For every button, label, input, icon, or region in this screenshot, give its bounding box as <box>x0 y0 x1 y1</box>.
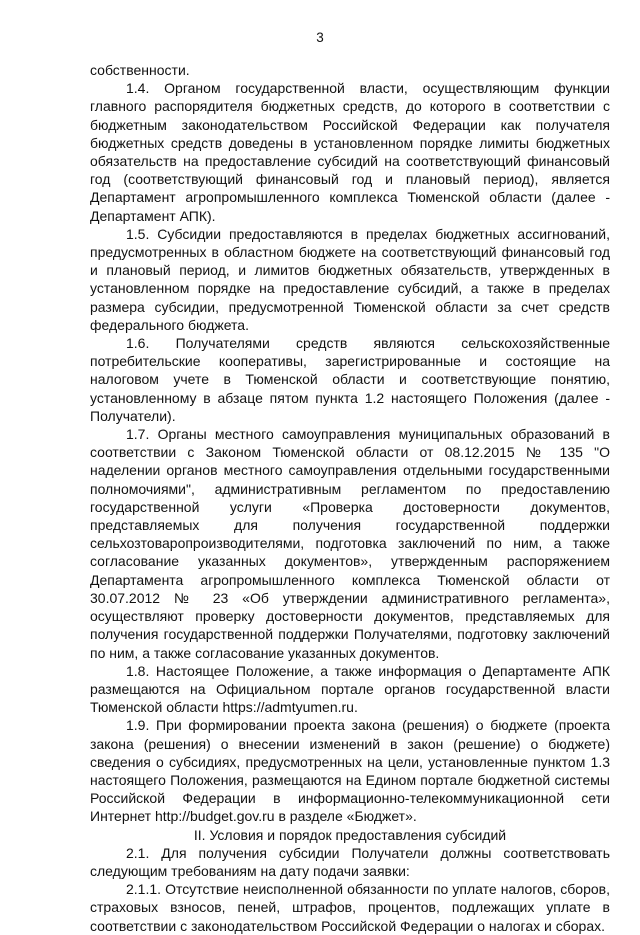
paragraph-1-5: 1.5. Субсидии предоставляются в пределах бюджетных ассигнований, предусмотренных в областном бюджете на соответствующий финансовый год и плановый период, и лимитов бюджетных обязательств, утвержденных в установленном порядке на предоставление субсидий, а также в пределах размера субсидии, предусмотренной Тюменской области за счет средств федерального бюджета. <box>90 225 610 333</box>
paragraph-1-4: 1.4. Органом государственной власти, осуществляющим функции главного распорядителя бюджетных средств, до которого в соответствии с бюджетным законодательством Российской Федерации как получателя бюджетных средств доведены в установленном порядке лимиты бюджетных обязательств на предоставление субсидий на соответствующий финансовый год (соответствующий финансовый год и плановый период), является Департамент агропромышленного комплекса Тюменской области (далее - Департамент АПК). <box>90 80 610 224</box>
paragraph-2-1: 2.1. Для получения субсидии Получатели должны соответствовать следующим требованиям на дату подачи заявки: <box>90 844 610 879</box>
paragraph-1-6: 1.6. Получателями средств являются сельскохозяйственные потребительские кооперативы, зарегистрированные и состоящие на налоговом учете в Тюменской области и соответствующие понятию, установленному в абзаце пятом пункта 1.2 настоящего Положения (далее - Получатели). <box>90 335 610 424</box>
paragraph-1-7: 1.7. Органы местного самоуправления муниципальных образований в соответствии с Законом Тюменской области от 08.12.2015 № 135 "О наделении органов местного самоуправления отдельными государственными полномочиями", административным регламентом по предоставлению государственной услуги «Проверка достоверности документов, представляемых для получения государственной поддержки сельхозтоваропроизводителями, подготовка заключений по ним, а также согласование указанных документов», утвержденным распоряжением Департамента агропромышленного комплекса Тюменской области от 30.07.2012 № 23 «Об утверждении административного регламента», осуществляют проверку достоверности документов, представляемых для получения государственной поддержки Получателями, подготовку заключений по ним, а также согласование указанных документов. <box>90 426 610 661</box>
page-number: 3 <box>316 30 324 45</box>
paragraph-2-1-1: 2.1.1. Отсутствие неисполненной обязанности по уплате налогов, сборов, страховых взносов, пеней, штрафов, процентов, подлежащих уплате в соответствии с законодательством Российской Федерации о налогах и сборах. <box>90 881 610 934</box>
paragraph-1-9: 1.9. При формировании проекта закона (решения) о бюджете (проекта закона (решения) о внесении изменений в закон (решение) о бюджете) сведения о субсидиях, предусмотренных на цели, установленные пунктом 1.3 настоящего Положения, размещаются на Едином портале бюджетной системы Российской Федерации в информационно-телекоммуникационной сети Интернет http://budget.gov.ru в разделе «Бюджет». <box>90 717 610 825</box>
paragraph-1-8: 1.8. Настоящее Положение, а также информация о Департаменте АПК размещаются на Официальном портале органов государственной власти Тюменской области https://admtyumen.ru. <box>90 662 610 716</box>
paragraph-continuation: собственности. <box>90 62 190 78</box>
section-heading: II. Условия и порядок предоставления субсидий <box>193 826 507 843</box>
document-body <box>90 61 610 935</box>
